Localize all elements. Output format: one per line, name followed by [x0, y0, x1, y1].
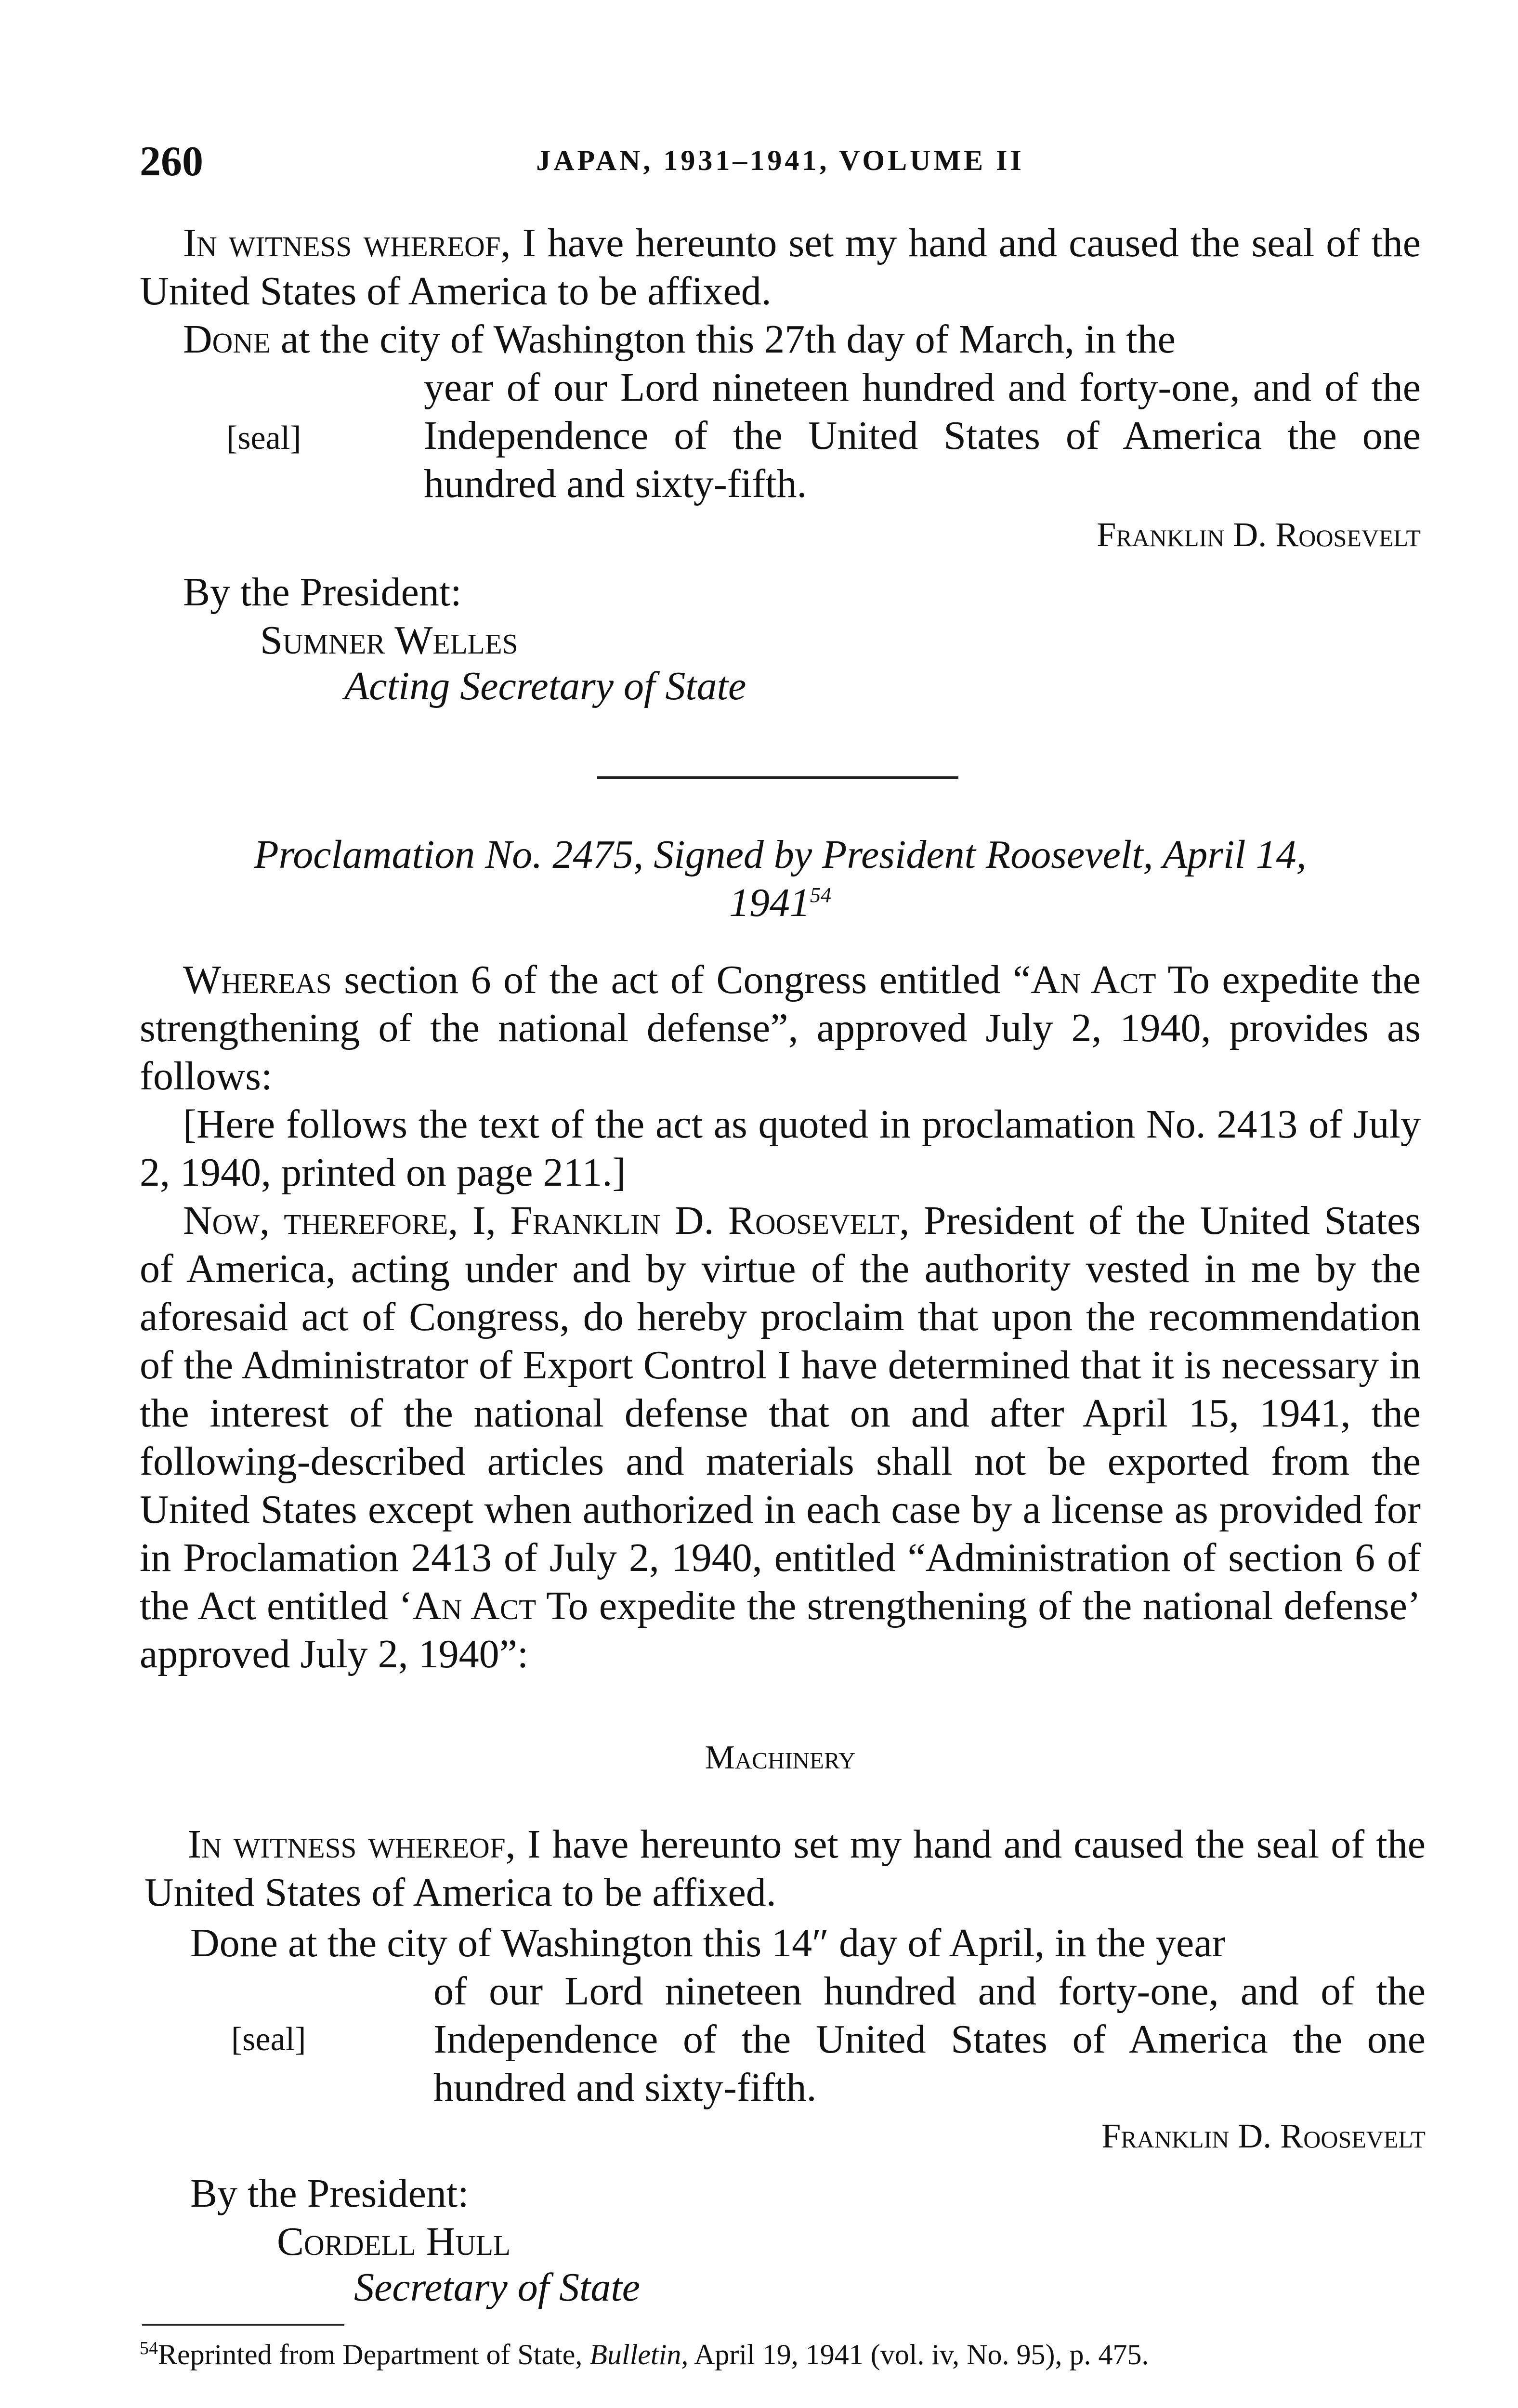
now-name: Franklin D. Roosevelt, [510, 1198, 910, 1243]
witness-text: I have hereunto set my hand and caused the seal of the United States of America to be affixed. [140, 221, 1421, 314]
running-title: JAPAN, 1931–1941, VOLUME II [536, 144, 1024, 176]
signer-name-welles: Sumner Welles [260, 618, 518, 663]
signature-roosevelt-bottom: Franklin D. Roosevelt [1101, 2117, 1426, 2155]
done-text: at the city of Washington this 27th day of March, in the [280, 317, 1176, 362]
now-text-2: To expedite the strengthening of the national defense’ approved July 2, 1940”: [140, 1584, 1421, 1676]
signature-roosevelt-top: Franklin D. Roosevelt [1097, 515, 1421, 554]
proclamation-title: Proclamation No. 2475, Signed by President Roosevelt, April 14, [254, 832, 1307, 877]
signer-name-hull: Cordell Hull [277, 2219, 511, 2264]
by-president-bottom: By the President: [190, 2171, 469, 2216]
section-divider [597, 776, 958, 779]
whereas-text-1: section 6 of the act of Congress entitled “ [344, 957, 1031, 1002]
footnote-reference: 54 [810, 883, 831, 907]
done-line-bottom: Done at the city of Washington this 14″ day of April, in the year [190, 1921, 1226, 1965]
witness-lead: In witness whereof, [183, 221, 511, 265]
seal-mark-top: [seal] [226, 419, 301, 457]
done-lead: Done [183, 317, 271, 362]
signer-title-secretary: Secretary of State [354, 2265, 641, 2310]
footnote-text-2: April 19, 1941 (vol. iv, No. 95), p. 475. [694, 2339, 1149, 2370]
done-continuation-bottom: of our Lord nineteen hundred and forty-one, and of the Independence of the United States of America the one hundred and sixty-fifth. [433, 1969, 1426, 2110]
witness-lead-bottom: In witness whereof, [188, 1822, 516, 1867]
whereas-lead: Whereas [183, 957, 332, 1002]
witness-text-bottom: I have hereunto set my hand and caused the seal of the United States of America to be affixed. [144, 1822, 1426, 1915]
now-text-1: President of the United States of America, acting under and by virtue of the authority vested in me by the aforesaid act of Congress, do hereby proclaim that upon the recommendation of the Administrator of Export Control I have determined that it is necessary in the interest of the national defense that on and after April 15, 1941, the following-described articles and materials shall not be exported from the United States except when authorized in each case by a license as provided for in Proclamation 2413 of July 2, 1940, entitled “Administration of section 6 of the Act entitled ‘ [140, 1198, 1421, 1628]
now-lead: Now, therefore, [183, 1198, 458, 1243]
proclamation-year: 1941 [729, 880, 810, 925]
footnote-marker: 54 [140, 2338, 158, 2358]
footnote-publication: Bulletin, [589, 2339, 689, 2370]
section-heading-machinery: Machinery [705, 1739, 856, 1776]
now-therefore-paragraph [140, 1197, 1421, 1678]
witness-clause-bottom [144, 1820, 1426, 1917]
signer-title-acting-secretary: Acting Secretary of State [344, 664, 746, 708]
seal-mark-bottom: [seal] [231, 2021, 306, 2058]
bracket-note: [Here follows the text of the act as quoted in proclamation No. 2413 of July 2, 1940, printed on page 211.] [140, 1102, 1421, 1195]
whereas-text-2: To expedite the strengthening of the national defense”, approved July 2, 1940, provides as follows: [140, 957, 1421, 1099]
done-continuation-top: year of our Lord nineteen hundred and forty-one, and of the Independence of the United States of America the one hundred and sixty-fifth. [424, 365, 1421, 506]
page-number: 260 [140, 138, 203, 185]
witness-clause-top [140, 219, 1421, 315]
whereas-paragraph [140, 956, 1421, 1100]
now-i: I, [472, 1198, 496, 1243]
act-title: An Act [1031, 957, 1156, 1002]
footnote-54 [140, 2336, 1421, 2373]
page-header [140, 137, 1421, 190]
done-line-top [183, 315, 1176, 364]
now-act-title: An Act [412, 1584, 537, 1628]
proclamation-title-year [140, 879, 1421, 927]
by-president-top: By the President: [183, 570, 462, 615]
footnote-text-1: Reprinted from Department of State, [158, 2339, 583, 2370]
footnote-rule [142, 2324, 344, 2326]
